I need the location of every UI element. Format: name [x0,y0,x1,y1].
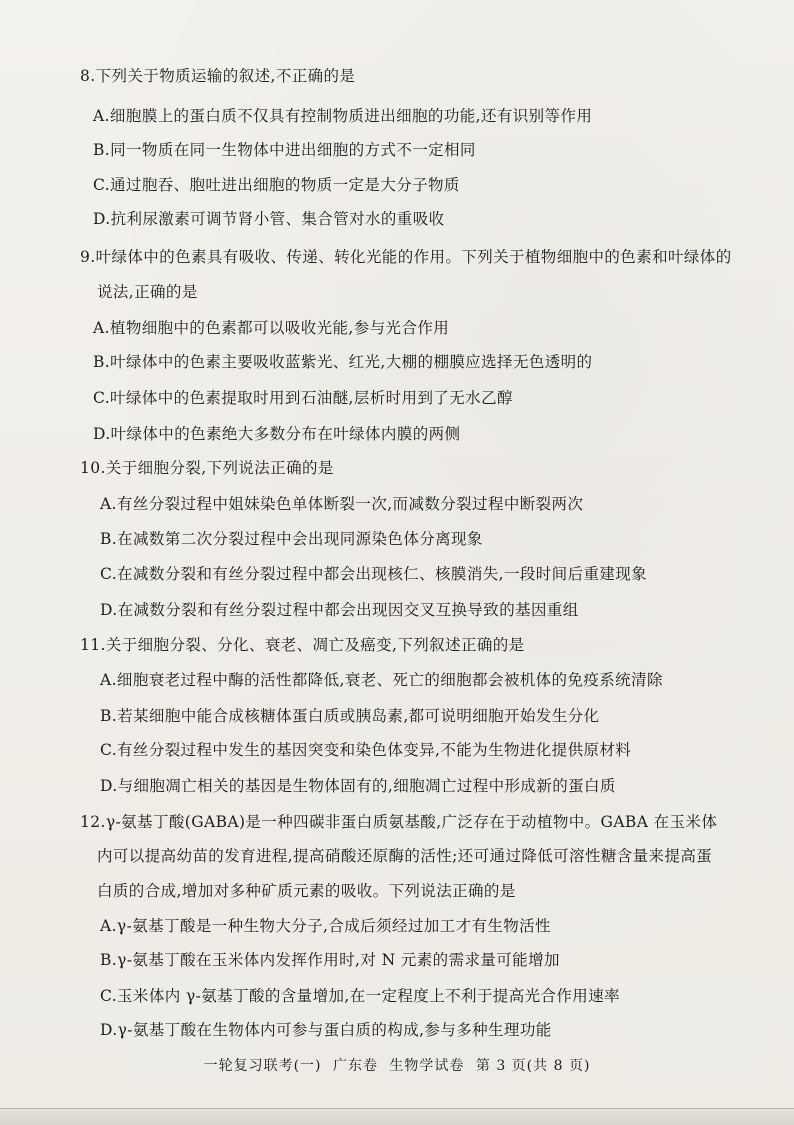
question-10-option-c: C.在减数分裂和有丝分裂过程中都会出现核仁、核膜消失,一段时间后重建现象 [100,565,648,583]
question-11-option-a: A.细胞衰老过程中酶的活性都降低,衰老、死亡的细胞都会被机体的免疫系统清除 [100,671,663,689]
question-10-option-d: D.在减数分裂和有丝分裂过程中都会出现因交叉互换导致的基因重组 [100,601,579,619]
question-12-option-a: A.γ-氨基丁酸是一种生物大分子,合成后须经过加工才有生物活性 [100,917,551,935]
question-12-stem-line-3: 白质的合成,增加对多种矿质元素的吸收。下列说法正确的是 [97,882,516,900]
question-8-option-d: D.抗利尿激素可调节肾小管、集合管对水的重吸收 [93,210,445,228]
question-8-option-c: C.通过胞吞、胞吐进出细胞的物质一定是大分子物质 [93,176,460,194]
question-12-stem-line-1: 12.γ-氨基丁酸(GABA)是一种四碳非蛋白质氨基酸,广泛存在于动植物中。GABA 在玉米体 [80,813,718,831]
page-footer [0,1056,794,1076]
footer-exam-name: 一轮复习联考(一) [203,1058,322,1074]
question-12-option-b: B.γ-氨基丁酸在玉米体内发挥作用时,对 N 元素的需求量可能增加 [100,951,560,969]
question-9-stem-line-1: 9.叶绿体中的色素具有吸收、传递、转化光能的作用。下列关于植物细胞中的色素和叶绿体的 [80,248,732,266]
question-12-option-c: C.玉米体内 γ-氨基丁酸的含量增加,在一定程度上不利于提高光合作用速率 [100,987,620,1005]
question-10-option-a: A.有丝分裂过程中姐妹染色单体断裂一次,而减数分裂过程中断裂两次 [100,495,584,513]
question-9-option-d: D.叶绿体中的色素绝大多数分布在叶绿体内膜的两侧 [93,425,461,443]
scan-bottom-edge [0,1108,794,1125]
question-9-option-b: B.叶绿体中的色素主要吸收蓝紫光、红光,大棚的棚膜应选择无色透明的 [93,353,593,371]
question-10-stem: 10.关于细胞分裂,下列说法正确的是 [80,459,334,477]
question-9-stem-line-2: 说法,正确的是 [97,283,198,301]
question-10-option-b: B.在减数第二次分裂过程中会出现同源染色体分离现象 [100,530,483,548]
footer-page-number: 第 3 页(共 8 页) [475,1058,591,1074]
question-11-option-d: D.与细胞凋亡相关的基因是生物体固有的,细胞凋亡过程中形成新的蛋白质 [100,777,616,795]
question-11-option-c: C.有丝分裂过程中发生的基因突变和染色体变异,不能为生物进化提供原材料 [100,741,632,759]
footer-subject: 生物学试卷 [389,1058,465,1074]
question-11-option-b: B.若某细胞中能合成核糖体蛋白质或胰岛素,都可说明细胞开始发生分化 [100,707,600,725]
question-12-stem-line-2: 内可以提高幼苗的发育进程,提高硝酸还原酶的活性;还可通过降低可溶性糖含量来提高蛋 [97,847,713,865]
question-12-option-d: D.γ-氨基丁酸在生物体内可参与蛋白质的构成,参与多种生理功能 [100,1021,552,1039]
question-8-stem: 8.下列关于物质运输的叙述,不正确的是 [80,67,356,85]
question-9-option-a: A.植物细胞中的色素都可以吸收光能,参与光合作用 [93,319,450,337]
question-11-stem: 11.关于细胞分裂、分化、衰老、凋亡及癌变,下列叙述正确的是 [80,636,525,654]
question-8-option-a: A.细胞膜上的蛋白质不仅具有控制物质进出细胞的功能,还有识别等作用 [93,107,593,125]
question-9-option-c: C.叶绿体中的色素提取时用到石油醚,层析时用到了无水乙醇 [93,389,513,407]
footer-region: 广东卷 [332,1058,378,1074]
question-8-option-b: B.同一物质在同一生物体中进出细胞的方式不一定相同 [93,141,476,159]
